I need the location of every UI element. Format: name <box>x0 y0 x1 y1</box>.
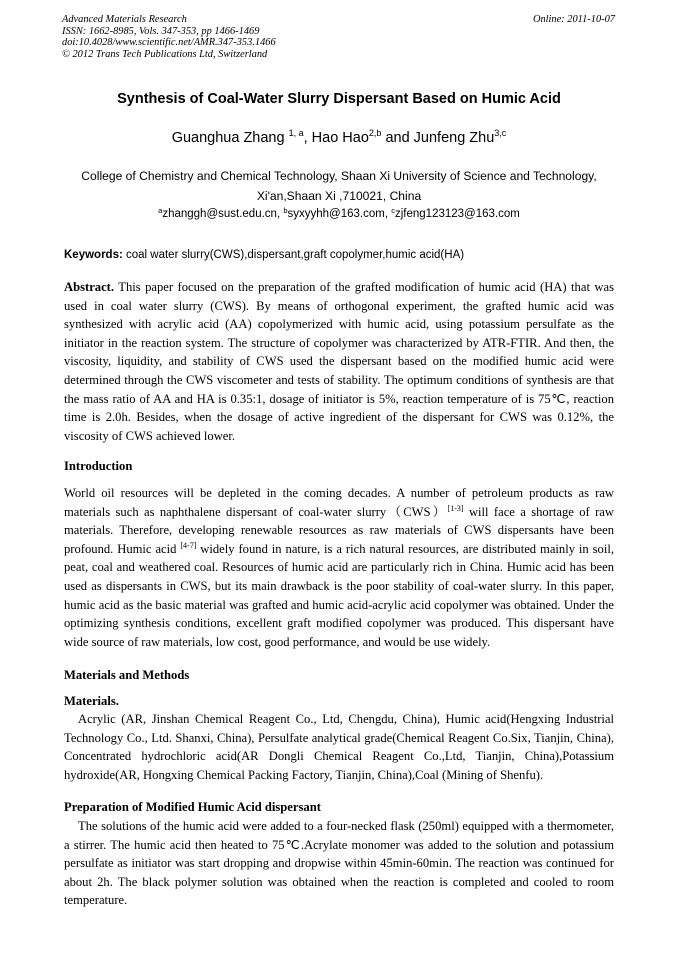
email-b-sup: b <box>283 206 288 215</box>
author-1-name: Guanghua Zhang <box>171 130 285 146</box>
intro-text-3: widely found in nature, is a rich natural resources, are distributed mainly in soil, peat, coal and weathered coal. Resources of humic acid are particularly rich in China. Humic acid has been used as dispersants in CWS, but its main drawback is the poor stability of coal-water slurry. In this paper, humic acid as the basic material was grafted and humic acid-acrylic acid copolymer was obtained. Under the optimizing synthesis conditions, excellent graft modified copolymer was produced. This dispersant have wide source of raw materials, low cost, good performance, and would be use widely. <box>64 541 614 649</box>
email-b: syxyyhh@163.com, <box>287 208 392 220</box>
citation-4-7: [4-7] <box>180 540 197 550</box>
preparation-section <box>64 817 614 910</box>
abstract-section <box>64 278 614 445</box>
author-2-name: , Hao Hao <box>303 130 369 146</box>
introduction-section <box>64 484 614 651</box>
author-1-affil: 1, a <box>288 128 304 138</box>
preparation-heading: Preparation of Modified Humic Acid dispersant <box>64 800 321 814</box>
author-2-affil: 2,b <box>368 128 382 138</box>
methods-heading: Materials and Methods <box>64 668 190 682</box>
introduction-heading: Introduction <box>64 459 133 473</box>
online-date: Online: 2011-10-07 <box>532 14 615 25</box>
author-line <box>0 130 678 146</box>
citation-1-3: [1-3] <box>447 503 464 513</box>
email-line <box>0 208 678 220</box>
keywords <box>64 249 464 261</box>
preparation-paragraph: The solutions of the humic acid were added to a four-necked flask (250ml) equipped with a thermometer, a stirrer. The humic acid then heated to 75℃.Acrylate monomer was added to the solution and potassium persulfate as initiator was start dropping and dropwise within 45min-60min. The reaction was continued for about 2h. The black polymer solution was obtained when the reaction is completed and cooled to room temperature. <box>64 819 614 908</box>
author-3-name: and Junfeng Zhu <box>381 130 495 146</box>
email-a-sup: a <box>158 206 163 215</box>
email-c-sup: c <box>391 206 395 215</box>
abstract-paragraph <box>64 278 614 445</box>
doi-line: doi:10.4028/www.scientific.net/AMR.347-353.1466 <box>62 37 276 48</box>
abstract-text: This paper focused on the preparation of the grafted modification of humic acid (HA) that was used in coal water slurry (CWS). By means of orthogonal experiment, the grafted humic acid was synthesized with acrylic acid (AA) copolymerized with humic acid, using potassium persulfate as the initiator in the reaction system. The structure of copolymer was characterized by ATR-FTIR. And then, the viscosity, liquidity, and stability of CWS used the dispersant based on the modified humic acid were determined through the CWS viscometer and tests of stability. The optimum conditions of synthesis are that the mass ratio of AA and HA is 0.35:1, dosage of initiator is 5%, reaction temperature of is 75℃, reaction time is 2.0h. Besides, when the dosage of active ingredient of the dispersant for CWS was 0.12%, the viscosity of CWS achieved lower. <box>64 280 614 443</box>
paper-title: Synthesis of Coal-Water Slurry Dispersant Based on Humic Acid <box>117 91 561 107</box>
copyright-line: © 2012 Trans Tech Publications Ltd, Switzerland <box>62 48 268 60</box>
intro-text-2: will face a shortage of raw materials. Therefore, developing renewable resources as raw materials of CWS dispersants have been profound. Humic acid <box>64 504 614 556</box>
keywords-label: Keywords: <box>64 249 123 261</box>
journal-metadata <box>62 14 276 60</box>
author-3-affil: 3,c <box>494 128 507 138</box>
affiliation: College of Chemistry and Chemical Technology, Shaan Xi University of Science and Technology, Xi'an,Shaan Xi ,710021, China <box>81 169 597 203</box>
introduction-paragraph <box>64 484 614 651</box>
journal-name: Advanced Materials Research <box>62 14 187 25</box>
intro-text-1: World oil resources will be depleted in the coming decades. A number of petroleum products as raw materials such as naphthalene dispersant of coal-water slurry（CWS） <box>64 486 614 519</box>
materials-paragraph: Acrylic (AR, Jinshan Chemical Reagent Co., Ltd, Chengdu, China), Humic acid(Hengxing Industrial Technology Co., Ltd. Shanxi, China), Persulfate analytical grade(Chemical Reagent Co.Six, Tianjin, China), Concentrated hydrochloric acid(AR Dongli Chemical Reagent Co.,Ltd, Tianjin, China),Potassium hydroxide(AR, Hongxing Chemical Packing Factory, Tianjin, China),Coal (Mining of Shenfu). <box>64 712 614 782</box>
email-c: zjfeng123123@163.com <box>394 208 520 220</box>
issn-line: ISSN: 1662-8985, Vols. 347-353, pp 1466-1469 <box>62 25 260 37</box>
keywords-text: coal water slurry(CWS),dispersant,graft copolymer,humic acid(HA) <box>122 249 465 261</box>
email-a: zhanggh@sust.edu.cn, <box>162 208 284 220</box>
materials-section <box>64 710 614 784</box>
abstract-label: Abstract. <box>64 280 115 294</box>
materials-heading: Materials. <box>64 694 119 708</box>
